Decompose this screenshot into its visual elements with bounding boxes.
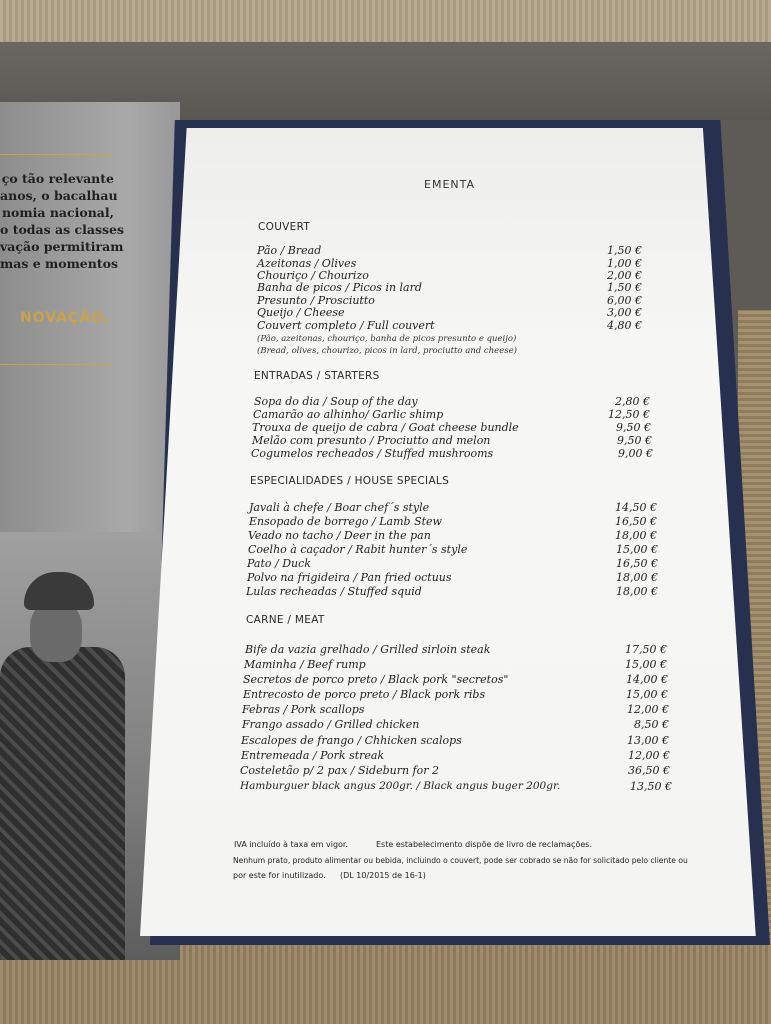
left-line: o todas as classes <box>0 222 125 237</box>
menu-price: 2,80 € <box>615 395 650 408</box>
menu-item: Costeletão p/ 2 pax / Sideburn for 2 <box>240 764 439 777</box>
menu-item: Polvo na frigideira / Pan fried octuus <box>247 571 452 584</box>
menu-item: Pão / Bread <box>257 244 322 257</box>
menu-price: 13,00 € <box>627 734 669 747</box>
menu-item: Febras / Pork scallops <box>242 703 365 716</box>
menu-item: Veado no tacho / Deer in the pan <box>248 529 431 542</box>
charge-disclaimer: Nenhum prato, produto alimentar ou bebida, incluindo o couvert, pode ser cobrado se não for solicitado pelo cliente ou <box>233 856 688 865</box>
menu-price: 2,00 € <box>607 269 642 282</box>
menu-price: 15,00 € <box>616 543 658 556</box>
menu-price: 16,50 € <box>615 515 657 528</box>
menu-price: 8,50 € <box>634 718 669 731</box>
section-meat: CARNE / MEAT <box>246 614 325 626</box>
menu-price: 3,00 € <box>607 306 642 319</box>
menu-item: Chouriço / Chourizo <box>257 269 369 282</box>
menu-item: Camarão ao alhinho/ Garlic shimp <box>253 408 444 421</box>
menu-price: 36,50 € <box>628 764 670 777</box>
menu-price: 6,00 € <box>607 294 642 307</box>
menu-item: Ensopado de borrego / Lamb Stew <box>249 515 442 528</box>
menu-item: Presunto / Prosciutto <box>257 294 375 307</box>
menu-price: 1,50 € <box>607 281 642 294</box>
menu-price: 12,00 € <box>628 749 670 762</box>
left-highlight: NOVAÇÃO, <box>20 310 110 326</box>
menu-item: Azeitonas / Olives <box>257 257 357 270</box>
menu-item: Escalopes de frango / Chhicken scalops <box>241 734 462 747</box>
menu-price: 18,00 € <box>615 529 657 542</box>
couvert-note-en: (Bread, olives, chourizo, picos in lard, prociutto and cheese) <box>257 346 517 356</box>
menu-item: Entrecosto de porco preto / Black pork ribs <box>243 688 486 701</box>
left-line: nomia nacional, <box>1 205 114 220</box>
menu-price: 14,00 € <box>626 673 668 686</box>
decree-reference: (DL 10/2015 de 16-1) <box>340 871 426 880</box>
menu-price: 12,50 € <box>608 408 650 421</box>
menu-price: 18,00 € <box>616 585 658 598</box>
menu-item: Cogumelos recheados / Stuffed mushrooms <box>251 447 494 460</box>
menu-item: Trouxa de queijo de cabra / Goat cheese bundle <box>252 421 519 434</box>
section-couvert: COUVERT <box>258 221 311 233</box>
menu-item: Hamburguer black angus 200gr. / Black angus buger 200gr. <box>240 780 561 792</box>
menu-price: 16,50 € <box>616 557 658 570</box>
menu-price: 9,50 € <box>616 421 651 434</box>
menu-item: Sopa do dia / Soup of the day <box>254 395 418 408</box>
menu-item: Pato / Duck <box>247 557 311 570</box>
menu-item: Coelho à caçador / Rabit hunter´s style <box>248 543 468 556</box>
left-line: ço tão relevante <box>1 171 114 186</box>
section-starters: ENTRADAS / STARTERS <box>254 370 380 382</box>
menu-price: 13,50 € <box>630 780 672 793</box>
menu-item: Entremeada / Pork streak <box>241 749 385 762</box>
left-line: mas e momentos <box>0 256 118 271</box>
menu-price: 1,50 € <box>607 244 642 257</box>
menu-price: 9,50 € <box>617 434 652 447</box>
menu-price: 15,00 € <box>626 688 668 701</box>
couvert-note-pt: (Pão, azeitonas, chouriço, banha de picos presunto e queijo) <box>257 334 517 344</box>
menu-item: Frango assado / Grilled chicken <box>242 718 420 731</box>
vat-note: IVA incluído à taxa em vigor. <box>234 840 349 849</box>
charge-disclaimer-end: por este for inutilizado. <box>233 871 326 880</box>
menu-item: Banha de picos / Picos in lard <box>257 281 422 294</box>
menu-price: 4,80 € <box>607 319 642 332</box>
menu-title: EMENTA <box>424 178 476 191</box>
menu-item: Bife da vazia grelhado / Grilled sirloin steak <box>245 643 491 656</box>
menu-price: 17,50 € <box>625 643 667 656</box>
menu-price: 15,00 € <box>625 658 667 671</box>
menu-price: 14,50 € <box>615 501 657 514</box>
menu-price: 12,00 € <box>627 703 669 716</box>
complaints-book-note: Este estabelecimento dispõe de livro de reclamações. <box>376 840 592 849</box>
left-line: vação permitiram <box>0 239 124 254</box>
left-line: anos, o bacalhau <box>0 188 118 203</box>
menu-price: 18,00 € <box>616 571 658 584</box>
menu-price: 9,00 € <box>618 447 653 460</box>
menu-item: Javali à chefe / Boar chef´s style <box>249 501 430 514</box>
menu-item: Couvert completo / Full couvert <box>257 319 435 332</box>
menu-item: Melão com presunto / Prociutto and melon <box>252 434 491 447</box>
menu-item: Maminha / Beef rump <box>244 658 366 671</box>
menu-item: Lulas recheadas / Stuffed squid <box>246 585 422 598</box>
menu-item: Secretos de porco preto / Black pork "secretos" <box>243 673 509 686</box>
section-house-specials: ESPECIALIDADES / HOUSE SPECIALS <box>250 475 450 487</box>
menu-item: Queijo / Cheese <box>257 306 345 319</box>
menu-price: 1,00 € <box>607 257 642 270</box>
